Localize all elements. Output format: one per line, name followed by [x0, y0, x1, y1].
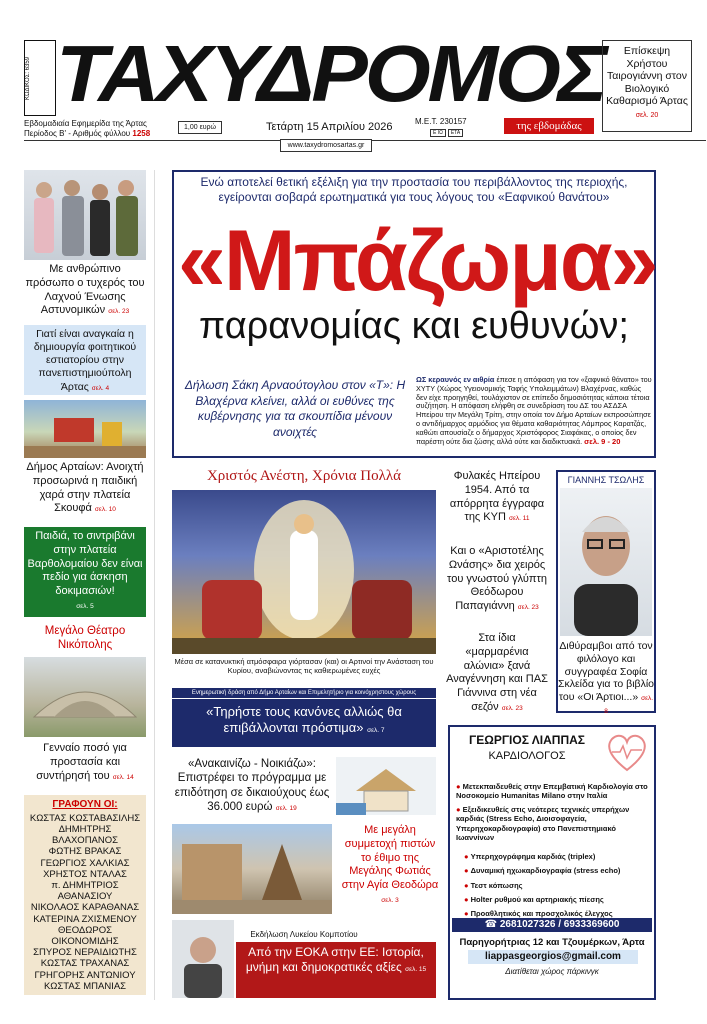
phone-number: 2681027326 / 6933369600	[499, 919, 620, 930]
arnaoutoglou-statement: Δήλωση Σάκη Αρναούτογλου στον «Τ»: Η Βλαχέρνα κλείνει, αλλά οι ευθύνες της κυβέρνησης για τα σκουπίδια μένουν ανοιχτές	[184, 378, 406, 439]
page-ref: σελ. 5	[76, 602, 94, 610]
body-text: έπεσε η απόφαση για τον «ξαφνικό θάνατο» του ΧΥΤΥ (Χώρος Υγειονομικής Ταφής Υπολειμμάτων) Βλαχέρνας, καθώς δεν είχε προηγηθεί, τουλάχιστον σε επίπεδο δημοσιότητας κάποια τέτοια συζήτηση. Η απόφαση ελήφθη σε συνεδρίαση του ΔΣ του ΑΣΔΣΑ Ηπείρου την Μεγάλη Τρίτη, στην οποία τον Δήμο Αρταίων εκπροσώπησε ο αντιδήμαρχος αρμόδιος για θέματα καθαριότητας Λάμπρος Καρατζάς, καθώτι απουσίαζε ο δήμαρχος Χριστόφορος Σιαφάκας, ο οποίος δεν παρέστη ούτε δια ζώσης αλλά ούτε και διαδικτυακά.	[416, 375, 652, 447]
phone-icon: ☎	[484, 919, 500, 930]
met-number: Μ.Ε.Τ. 230157	[415, 117, 467, 126]
page-ref: σελ. 3	[381, 896, 399, 904]
house-illustration	[336, 757, 436, 815]
box-text: Παιδιά, το σιντριβάνι στην πλατεία Βαρθολομαίου δεν είναι πεδίο για άσκηση δοκιμασιών!	[27, 530, 143, 597]
credential-text: Μετεκπαιδευθείς στην Επεμβατική Καρδιολογία στο Νοσοκομείο Humanitas Milano στην Ιταλία	[456, 782, 648, 801]
ad-specialty: ΚΑΡΔΙΟΛΟΓΟΣ	[488, 750, 566, 762]
police-lottery-caption[interactable]	[24, 263, 146, 318]
service-text: Δυναμική ηχωκαρδιογραφία (stress echo)	[470, 866, 621, 876]
playground-photo	[24, 400, 146, 458]
renovate-story[interactable]	[172, 757, 332, 815]
lyceum-text: Από την ΕΟΚΑ στην ΕΕ: Ιστορία, μνήμη και δημοκρατικές αξίες	[245, 945, 424, 974]
writer-name: π. ΔΗΜΗΤΡΙΟΣ ΑΘΑΝΑΣΙΟΥ	[51, 880, 119, 903]
issue-number: 1258	[132, 129, 151, 139]
portrait-illustration	[560, 488, 652, 636]
writer-name: ΝΙΚΟΛΑΟΣ ΚΑΡΑΘΑΝΑΣ	[30, 902, 140, 914]
top-promo-ref: σελ. 20	[635, 111, 659, 119]
story-text: Και ο «Αριστοτέλης Ωνάσης» δια χειρός του γνωστού γλύπτη Θεόδωρου Παπαγιάννη	[447, 545, 547, 612]
church-fire-photo	[172, 824, 332, 914]
service-text: Holter ρυθμού και αρτηριακής πίεσης	[470, 894, 604, 904]
easter-icon-painting	[172, 490, 436, 654]
people-illustration	[24, 170, 146, 260]
writers-box	[24, 795, 146, 995]
ad-phone[interactable]	[452, 918, 652, 932]
service-text: Προαθλητικός και προσχολικός έλεγχος	[470, 909, 613, 918]
ad-address: Παρηγορήτριας 12 και Τζουμέρκων, Άρτα	[459, 937, 645, 948]
met-badge: ΕΤΑ	[448, 129, 463, 137]
author-portrait	[560, 488, 652, 636]
caption-text: Δήμος Αρταίων: Ανοιχτή προσωρινά η παιδική χαρά στην πλατεία Σκουφά	[26, 461, 144, 515]
story-text: Με μεγάλη συμμετοχή πιστών το έθιμο της Μεγάλης Φωτιάς στην Αγία Θεοδώρα	[341, 824, 439, 891]
price-label: 1,00 ευρώ	[178, 121, 222, 134]
top-promo[interactable]	[602, 40, 692, 132]
lead-in: ΩΣ κεραυνός εν αιθρία	[416, 375, 495, 384]
writer-name: ΓΡΗΓΟΡΗΣ ΑΝΤΩΝΙΟΥ	[34, 969, 136, 981]
main-kicker: Ενώ αποτελεί θετική εξέλιξη για την προστασία του περιβάλλοντος της περιοχής, εγείρονται σοβαρά ερωτηματικά για τους λόγους του «Εαφνικού θανάτου»	[200, 175, 628, 204]
resurrection-illustration	[172, 490, 436, 654]
bullet-icon: ●	[456, 782, 463, 791]
main-headline[interactable]: «Μπάζωμα»	[178, 213, 657, 309]
ad-parking: Διατίθεται χώρος πάρκινγκ	[505, 967, 599, 976]
bullet-icon: ●	[464, 866, 471, 876]
service-text: Υπερηχογράφημα καρδιάς (triplex)	[470, 852, 596, 861]
ad-credentials	[456, 782, 652, 846]
author-name: ΓΙΑΝΝΗΣ ΤΣΩΛΗΣ	[567, 475, 645, 485]
page-ref: σελ. 14	[112, 773, 134, 781]
writer-name: ΦΩΤΗΣ ΒΡΑΚΑΣ	[48, 846, 122, 858]
theatre-caption[interactable]	[24, 742, 146, 783]
heart-icon	[604, 730, 650, 774]
writer-name: ΓΕΩΡΓΙΟΣ ΧΑΛΚΙΑΣ	[40, 857, 130, 869]
campaign-kicker: Ενημερωτική δράση από Δήμο Αρταίων και Επιμελητήριο για κοινόχρηστους χώρους	[172, 688, 436, 698]
student-restaurant-box[interactable]	[24, 325, 146, 395]
campaign-box[interactable]	[172, 699, 436, 747]
box-text: Γιατί είναι αναγκαία η δημιουργία φοιτητικού εστιατορίου στην πανεπιστημιούπολη Άρτας	[33, 328, 137, 393]
lyceum-box[interactable]	[236, 942, 436, 998]
story-text: Φυλακές Ηπείρου 1954. Από τα απόρρητα έγγραφα της ΚΥΠ	[449, 470, 545, 524]
credential-text: Εξειδικευθείς στις νεότερες τεχνικές υπερήχων καρδιάς (Stress Echo, Διοισοφαγεία, Υπερηχοκαρδιογραφία) στο Πανεπιστημιακό Ιωαννίνων	[456, 804, 630, 842]
lyceum-kicker: Εκδήλωση Λυκείου Κομποτίου	[250, 930, 358, 939]
ad-doctor-name: ΓΕΩΡΓΙΟΣ ΛΙΑΠΠΑΣ	[468, 733, 585, 747]
bullet-icon: ●	[464, 894, 471, 904]
bullet-icon: ●	[464, 909, 471, 918]
story-text: «Ανακαινίζω - Νοικιάζω»: Επιστρέφει το πρόγραμμα με επιδότηση σε δικαιούχους έως 36.000 ευρώ	[174, 758, 330, 814]
writers-heading: ΓΡΑΦΟΥΝ ΟΙ:	[52, 799, 118, 810]
service-item	[464, 864, 654, 878]
writer-name: ΚΩΣΤΑΣ ΚΩΣΤΑΒΑΣΙΛΗΣ	[29, 812, 141, 824]
house-plans-photo	[336, 757, 436, 815]
police-group-photo	[24, 170, 146, 260]
writer-name: ΣΠΥΡΟΣ ΝΕΡΑΙΔΙΩΤΗΣ	[33, 947, 137, 959]
page-ref: σελ. 23	[108, 308, 130, 316]
nikopolis-title: Μεγάλο Θέατρο Νικόπολης	[44, 625, 126, 652]
main-body-text	[416, 376, 652, 447]
page-ref: σελ. 15	[405, 966, 427, 973]
writer-name: ΘΕΟΔΩΡΟΣ ΟΙΚΟΝΟΜΙΔΗΣ	[51, 924, 119, 948]
fountain-box[interactable]	[24, 527, 146, 617]
masthead-subtitle	[24, 119, 184, 140]
caption-text: Με ανθρώπινο πρόσωπο ο τυχερός του Λαχνού Ένωσης Αστυνομικών	[25, 263, 145, 317]
tsolis-text	[558, 640, 654, 717]
service-item	[464, 850, 654, 864]
easter-caption: Μέσα σε κατανυκτική ατμόσφαιρα γιόρτασαν (και) οι Αρτινοί την Ανάσταση του Κυρίου, αναβιώνοντας τις καθιερωμένες ευχές	[174, 657, 434, 675]
caption-text: Γενναίο ποσό για προστασία και συντήρησή του	[36, 742, 127, 782]
registration-code-label: ΚΩΔΙΚΟΣ: 6359	[24, 40, 56, 116]
credential-item	[456, 782, 652, 801]
story-text: Διθύραμβοι από τον φιλόλογο και συγγραφέα Σοφία Σκλείδα για το βιβλίο του «Οι Άρτιοι...»	[558, 640, 654, 704]
page-ref: σελ. 8	[604, 695, 654, 715]
football-story[interactable]	[446, 632, 548, 715]
onassis-story[interactable]	[446, 545, 548, 614]
left-column	[22, 170, 155, 1000]
subtitle-line2: Περίοδος Β' - Αριθμός φύλλου	[24, 129, 131, 139]
page-ref: σελ. 19	[275, 805, 297, 813]
page-ref: σελ. 4	[91, 384, 110, 392]
service-item	[464, 879, 654, 893]
writer-name: ΔΗΜΗΤΡΗΣ ΒΛΑΧΟΠΑΝΟΣ	[51, 824, 119, 847]
church-illustration	[172, 824, 332, 914]
page-ref: σελ. 9 - 20	[584, 437, 621, 447]
weekly-badge: της εβδομάδας	[504, 118, 594, 134]
bullet-icon: ●	[456, 804, 463, 814]
issue-date: Τετάρτη 15 Απριλίου 2026	[266, 121, 393, 133]
bullet-icon: ●	[464, 880, 471, 890]
main-subhead: παρανομίας και ευθυνών;	[199, 305, 629, 347]
theatre-photo	[24, 657, 146, 737]
met-badges	[430, 129, 465, 137]
subtitle-line1: Εβδομαδιαία Εφημερίδα της Άρτας	[24, 119, 147, 128]
fire-story[interactable]	[340, 824, 440, 907]
writer-name: ΚΩΣΤΑΣ ΤΡΑΧΑΝΑΣ	[40, 958, 130, 970]
page-ref: σελ. 11	[508, 515, 530, 523]
newspaper-title: ΤΑΧΥΔΡΟΜΟΣ	[56, 29, 605, 118]
bullet-icon: ●	[464, 852, 471, 861]
theatre-illustration	[24, 657, 146, 737]
ad-email[interactable]: liappasgeorgios@gmail.com	[468, 950, 638, 964]
met-badge: Ε ΙΩ	[430, 129, 446, 137]
playground-caption[interactable]	[24, 461, 146, 516]
page-ref: σελ. 23	[517, 604, 539, 611]
writer-name: ΧΡΗΣΤΟΣ ΝΤΑΛΑΣ	[43, 868, 127, 880]
story-text: Στα ίδια «μαρμαρένια αλώνια» ξανά Αναγέννηση και ΠΑΣ Γιάννινα στη νέα σεζόν	[446, 632, 548, 713]
service-item	[464, 893, 654, 907]
easter-title: Χριστός Ανέστη, Χρόνια Πολλά	[206, 468, 402, 484]
top-promo-text: Επίσκεψη Χρήστου Ταιρογιάννη στον Βιολογικό Καθαρισμό Άρτας	[606, 45, 688, 108]
prisons-story[interactable]	[446, 470, 548, 525]
page-ref: σελ. 7	[367, 727, 385, 735]
page-ref: σελ. 10	[94, 506, 116, 514]
writer-name: ΚΩΣΤΑΣ ΜΠΑΝΙΑΣ	[43, 980, 127, 992]
ad-services	[464, 850, 654, 921]
page-ref: σελ. 23	[501, 704, 523, 712]
playground-illustration	[24, 400, 146, 458]
service-text: Τεστ κόπωσης	[470, 880, 523, 890]
writer-name: ΚΑΤΕΡΙΝΑ ΖΧΙΣΜΕΝΟΥ	[33, 913, 137, 925]
credential-item	[456, 805, 652, 843]
website-link[interactable]: www.taxydromosartas.gr	[280, 139, 372, 152]
campaign-text: «Τηρήστε τους κανόνες αλλιώς θα επιβάλλονται πρόστιμα»	[206, 704, 402, 736]
